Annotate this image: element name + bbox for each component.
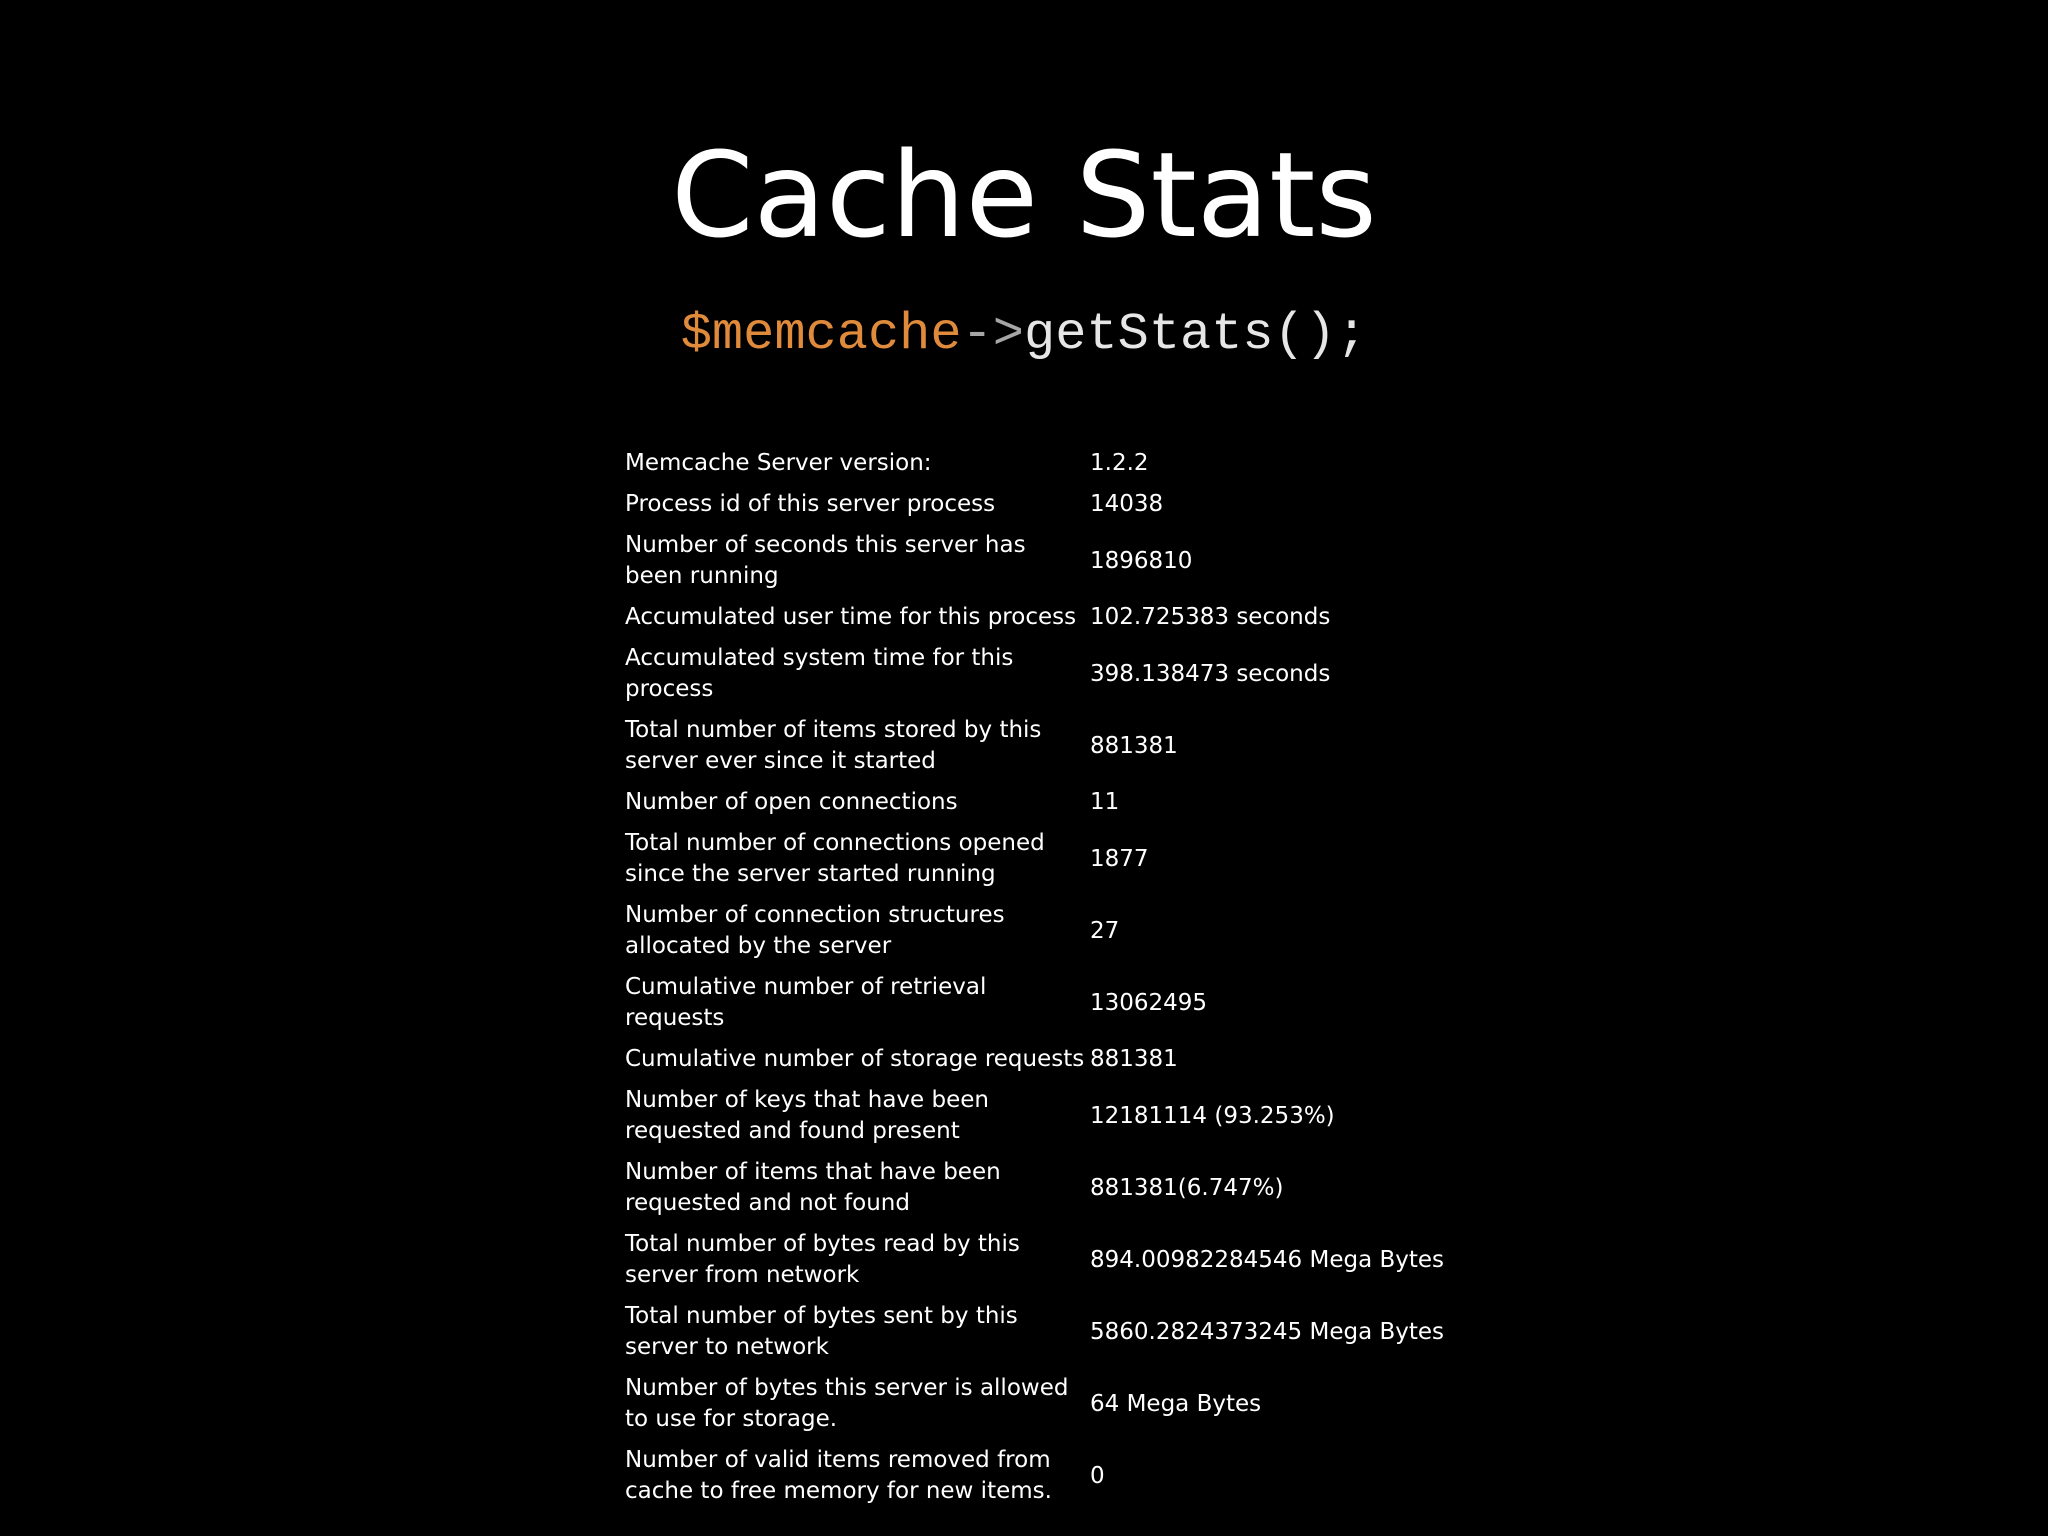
- stat-row: [625, 443, 1425, 484]
- stat-label: Number of open connections: [625, 789, 958, 815]
- stat-row: [625, 525, 1425, 597]
- code-variable: $memcache: [680, 305, 962, 364]
- stat-label: Accumulated user time for this process: [625, 604, 1077, 630]
- stat-value: 881381: [1090, 732, 1178, 759]
- stat-label: Cumulative number of retrieval requests: [625, 974, 987, 1031]
- stat-value: 14038: [1090, 491, 1164, 517]
- stat-value: 27: [1090, 917, 1120, 944]
- stat-label: Total number of bytes sent by this server to network: [625, 1303, 1018, 1360]
- stat-row: [625, 1296, 1445, 1368]
- stat-value: 5860.2824373245 Mega Bytes: [1090, 1318, 1445, 1345]
- stat-value: 0: [1090, 1462, 1105, 1489]
- stat-label: Total number of connections opened since the server started running: [625, 830, 1045, 887]
- code-operator: ->: [961, 305, 1024, 364]
- stat-row: [625, 1224, 1445, 1296]
- stat-row: [625, 823, 1425, 895]
- stat-row: [625, 782, 1425, 823]
- stat-value: 102.725383 seconds: [1090, 604, 1331, 630]
- slide-title: Cache Stats: [671, 126, 1377, 264]
- stat-value: 64 Mega Bytes: [1090, 1390, 1262, 1417]
- stat-value: 11: [1090, 789, 1120, 815]
- stat-value: 1.2.2: [1090, 450, 1149, 476]
- stat-label: Memcache Server version:: [625, 450, 932, 476]
- stat-label: Process id of this server process: [625, 491, 996, 517]
- stat-value: 398.138473 seconds: [1090, 660, 1331, 687]
- stat-label: Total number of items stored by this server ever since it started: [625, 717, 1042, 774]
- stat-label: Total number of bytes read by this server from network: [625, 1231, 1020, 1288]
- stat-row: [625, 710, 1425, 782]
- stat-row: [625, 597, 1425, 638]
- stat-row: [625, 895, 1425, 967]
- stat-label: Number of connection structures allocated by the server: [625, 902, 1005, 959]
- code-snippet: [0, 303, 2048, 367]
- stat-label: Number of bytes this server is allowed to use for storage.: [625, 1375, 1069, 1432]
- code-call: getStats();: [1024, 305, 1368, 364]
- stat-value: 13062495: [1090, 989, 1208, 1016]
- stat-label: Number of seconds this server has been running: [625, 532, 1026, 589]
- stat-label: Cumulative number of storage requests: [625, 1046, 1085, 1072]
- stat-value: 894.00982284546 Mega Bytes: [1090, 1246, 1445, 1273]
- stat-row: [625, 1368, 1425, 1440]
- stat-value: 881381(6.747%): [1090, 1174, 1284, 1201]
- stats-table: [625, 443, 1445, 1512]
- stat-row: [625, 1039, 1425, 1080]
- stat-row: [625, 1080, 1425, 1152]
- stat-label: Accumulated system time for this process: [625, 645, 1014, 702]
- stat-label: Number of keys that have been requested and found present: [625, 1087, 989, 1144]
- stat-label: Number of items that have been requested and not found: [625, 1159, 1001, 1216]
- stat-value: 1896810: [1090, 547, 1193, 574]
- stat-row: [625, 484, 1425, 525]
- stat-row: [625, 967, 1425, 1039]
- stat-value: 1877: [1090, 845, 1149, 872]
- stat-row: [625, 638, 1425, 710]
- stat-row: [625, 1152, 1425, 1224]
- stat-row: [625, 1440, 1425, 1512]
- stat-value: 881381: [1090, 1046, 1178, 1072]
- stat-label: Number of valid items removed from cache to free memory for new items.: [625, 1447, 1052, 1504]
- stat-value: 12181114 (93.253%): [1090, 1102, 1335, 1129]
